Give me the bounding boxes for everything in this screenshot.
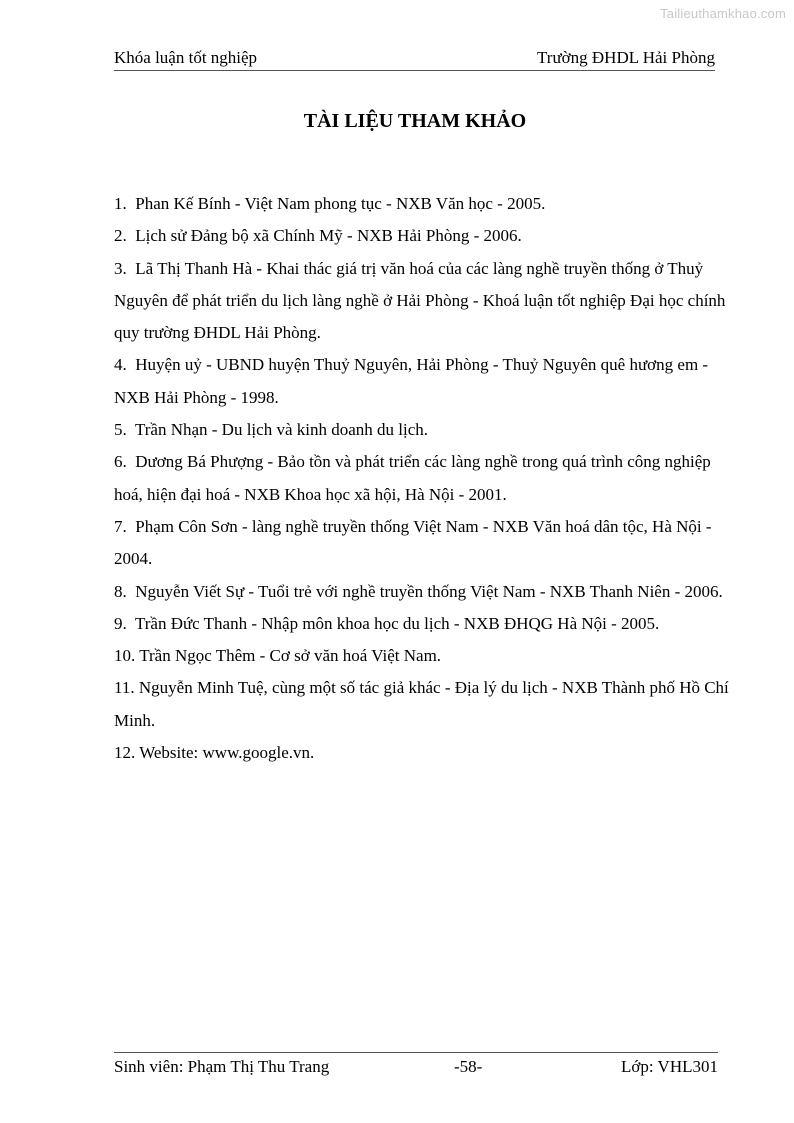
reference-number: 4. <box>114 355 127 375</box>
reference-item <box>114 608 729 640</box>
reference-number: 10. <box>114 646 136 666</box>
watermark: Tailieuthamkhao.com <box>660 6 786 21</box>
reference-item <box>114 220 729 252</box>
reference-number: 12. <box>114 743 136 763</box>
reference-number: 8. <box>114 581 127 601</box>
reference-text: Trần Đức Thanh - Nhập môn khoa học du lịch - NXB ĐHQG Hà Nội - 2005. <box>134 613 660 633</box>
reference-text: Nguyễn Viết Sự - Tuổi trẻ với nghề truyền thống Việt Nam - NXB Thanh Niên - 2006. <box>135 581 723 601</box>
reference-text: Phan Kế Bính - Việt Nam phong tục - NXB Văn học - 2005. <box>135 194 546 213</box>
reference-item <box>114 737 729 769</box>
reference-item <box>114 446 729 511</box>
reference-item <box>114 576 729 608</box>
page-number: -58- <box>454 1057 483 1076</box>
reference-item <box>114 349 729 414</box>
header-right-text: Trường ĐHDL Hải Phòng <box>537 48 715 67</box>
reference-item <box>114 414 729 446</box>
reference-text: Website: www.google.vn. <box>139 743 315 763</box>
page-title: TÀI LIỆU THAM KHẢO <box>303 110 527 132</box>
reference-text: Phạm Côn Sơn - làng nghề truyền thống Việt Nam - NXB Văn hoá dân tộc, Hà Nội - 2004. <box>114 516 712 569</box>
reference-number: 7. <box>114 516 127 536</box>
footer-student-name: Sinh viên: Phạm Thị Thu Trang <box>114 1057 330 1076</box>
reference-text: Huyện uỷ - UBND huyện Thuỷ Nguyên, Hải Phòng - Thuỷ Nguyên quê hương em - NXB Hải Phòng - 1998. <box>114 355 709 407</box>
footer-class: Lớp: VHL301 <box>621 1057 718 1076</box>
reference-number: 11. <box>114 678 135 698</box>
reference-number: 9. <box>114 613 127 633</box>
reference-text: Nguyễn Minh Tuệ, cùng một số tác giả khác - Địa lý du lịch - NXB Thành phố Hồ Chí Minh. <box>114 678 729 730</box>
reference-item <box>114 511 729 576</box>
page-footer <box>114 1052 718 1077</box>
reference-text: Lịch sử Đảng bộ xã Chính Mỹ - NXB Hải Phòng - 2006. <box>135 226 522 246</box>
reference-number: 1. <box>114 194 127 213</box>
header-left-text: Khóa luận tốt nghiệp <box>114 48 258 67</box>
reference-item <box>114 640 729 672</box>
reference-number: 2. <box>114 226 127 246</box>
reference-item <box>114 253 729 350</box>
reference-number: 3. <box>114 258 127 278</box>
page-header <box>114 48 715 71</box>
reference-item <box>114 672 729 737</box>
reference-text: Trần Nhạn - Du lịch và kinh doanh du lịch. <box>134 420 429 440</box>
reference-list <box>114 188 729 769</box>
reference-item <box>114 188 729 220</box>
reference-text: Dương Bá Phượng - Bảo tồn và phát triển các làng nghề trong quá trình công nghiệp hoá, hiện đại hoá - NXB Khoa học xã hội, Hà Nội - 2001. <box>114 452 711 504</box>
reference-number: 5. <box>114 420 127 440</box>
reference-number: 6. <box>114 452 127 472</box>
reference-text: Lã Thị Thanh Hà - Khai thác giá trị văn hoá của các làng nghề truyền thống ở Thuỷ Nguyên để phát triển du lịch làng nghề ở Hải Phòng - Khoá luận tốt nghiệp Đại học chính quy trường ĐHDL Hải Phòng. <box>114 258 726 343</box>
reference-text: Trần Ngọc Thêm - Cơ sở văn hoá Việt Nam. <box>139 646 442 666</box>
